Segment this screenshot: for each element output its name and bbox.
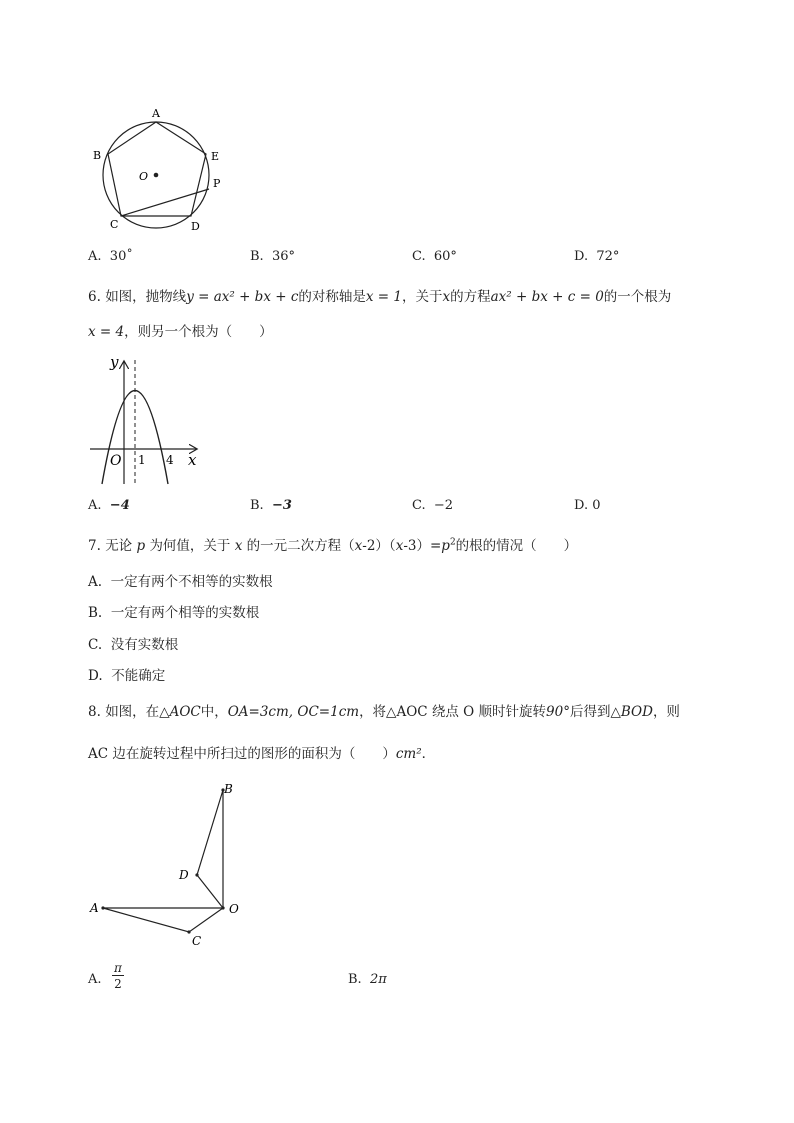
label-four: 4 [166, 453, 174, 467]
q6-stem-line2: x = 4，则另一个根为（ ） [88, 324, 273, 340]
label-O: O [139, 170, 149, 183]
label-P: P [213, 177, 221, 190]
center-dot [154, 173, 159, 178]
label-origin: O [110, 453, 122, 469]
label-O: O [229, 902, 239, 916]
q5-option-b: B. 36° [250, 249, 295, 264]
q6-option-d: D. 0 [574, 498, 601, 513]
label-x: x [188, 451, 197, 469]
q7-option-a: A. 一定有两个不相等的实数根 [88, 574, 273, 590]
label-y: y [110, 353, 119, 371]
parabola-graph [88, 352, 208, 487]
label-A: A [90, 901, 99, 915]
q8-stem-line1: 8. 如图，在△AOC中，OA=3cm, OC=1cm，将△AOC 绕点 O 顺时针旋转90°后得到△BOD，则 [88, 704, 680, 720]
q7-option-d: D. 不能确定 [88, 668, 166, 684]
triangle-bod [197, 790, 223, 908]
q5-option-d: D. 72° [574, 249, 620, 264]
label-one: 1 [138, 453, 146, 467]
segment-cp [121, 189, 209, 216]
pentagon-circle-figure [88, 104, 238, 234]
label-B: B [224, 782, 233, 796]
q7-stem: 7. 无论 p 为何值，关于 x 的一元二次方程$(x-2)(x-3)=p^2$的根的情况（ ） [88, 537, 578, 554]
label-D: D [191, 220, 200, 233]
q7-option-c: C. 没有实数根 [88, 637, 179, 653]
q6-option-a: A. −4 [88, 498, 130, 513]
label-B: B [93, 149, 102, 162]
triangle-aoc [103, 908, 223, 932]
q6-option-c: C. −2 [412, 498, 454, 513]
label-A: A [152, 107, 160, 120]
q8-option-b: B. 2π [348, 972, 387, 987]
q8-stem-line2: AC 边在旋转过程中所扫过的图形的面积为（ ）cm²． [88, 746, 436, 762]
fraction: π 2 [112, 961, 124, 992]
q5-option-a: A. 30˚ [88, 249, 133, 264]
q7-option-b: B. 一定有两个相等的实数根 [88, 605, 260, 621]
label-E: E [211, 150, 220, 163]
label-C: C [192, 934, 202, 948]
label-C: C [110, 218, 119, 231]
rotation-figure [88, 778, 248, 950]
q5-option-c: C. 60° [412, 249, 457, 264]
q6-stem-line1: 6. 如图，抛物线y = ax² + bx + c的对称轴是x = 1，关于x的方程ax² + bx + c = 0的一个根为 [88, 289, 672, 305]
label-D: D [179, 868, 189, 882]
q6-option-b: B. −3 [250, 498, 292, 513]
